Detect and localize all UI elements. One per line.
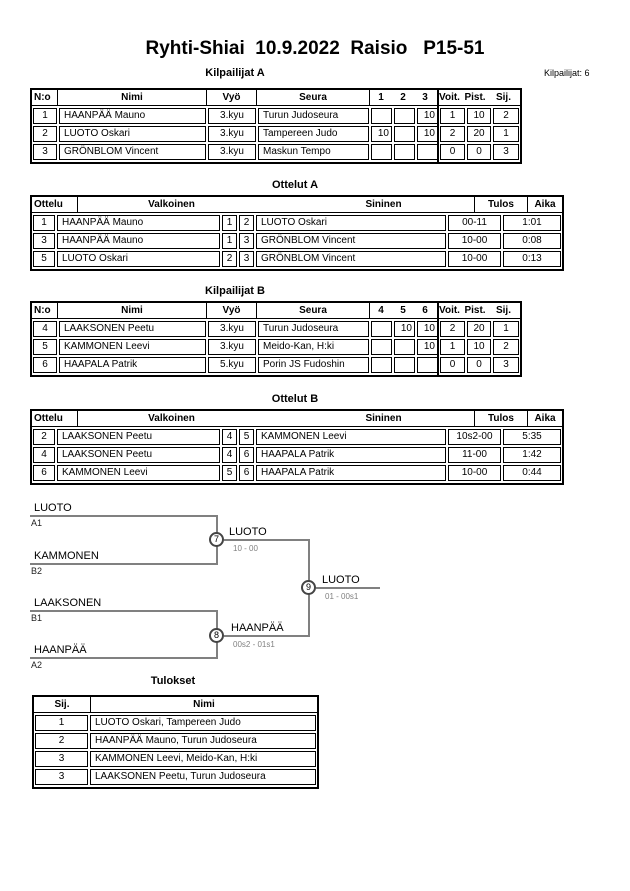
white-number: 1 — [222, 215, 237, 231]
result-name-cell: LUOTO Oskari, Tampereen Judo — [90, 715, 316, 731]
white-competitor: KAMMONEN Leevi — [57, 465, 220, 481]
section-heading-results: Tulokset — [150, 675, 196, 687]
points-cell: 0 — [467, 357, 491, 373]
matches-a-header-row — [32, 197, 562, 213]
place-cell: 3 — [493, 144, 519, 160]
col-header-match-3: 3 — [422, 92, 428, 103]
blue-competitor: KAMMONEN Leevi — [256, 429, 446, 445]
table-row — [33, 233, 561, 249]
col-header-wins: Voit. — [439, 305, 460, 316]
col-header-match-5: 5 — [400, 305, 406, 316]
col-header-name: Nimi — [58, 303, 207, 318]
bracket-score: 01 - 00s1 — [325, 592, 359, 601]
competitor-number: 6 — [33, 357, 57, 373]
col-header-match-no: Ottelu — [32, 411, 78, 426]
wins-cell: 1 — [440, 108, 465, 124]
col-header-no: N:o — [32, 303, 58, 318]
col-header-name: Nimi — [193, 699, 215, 710]
result-cell: 10-00 — [448, 233, 501, 249]
white-competitor: LAAKSONEN Peetu — [57, 447, 220, 463]
col-header-match-2: 2 — [400, 92, 406, 103]
result-name-cell: HAANPÄÄ Mauno, Turun Judoseura — [90, 733, 316, 749]
bracket-line — [30, 657, 218, 659]
col-header-points: Pist. — [464, 92, 486, 103]
bracket-competitor-name: HAANPÄÄ — [34, 644, 87, 656]
competitor-club: Tampereen Judo — [258, 126, 369, 142]
table-row — [33, 251, 561, 267]
col-header-belt: Vyö — [207, 303, 257, 318]
table-row — [35, 751, 316, 767]
table-row — [33, 144, 519, 160]
pool-a-table — [30, 88, 522, 164]
match-number-circle: 7 — [209, 532, 224, 547]
page-title: Ryhti-Shiai 10.9.2022 Raisio P15-51 — [145, 38, 485, 59]
match-number: 4 — [33, 447, 55, 463]
competitors-count: Kilpailijat: 6 — [544, 68, 590, 78]
match-number: 5 — [33, 251, 55, 267]
place-cell: 2 — [493, 339, 519, 355]
place-cell: 3 — [493, 357, 519, 373]
table-row — [33, 357, 519, 373]
points-cell: 10 — [467, 339, 491, 355]
white-number: 5 — [222, 465, 237, 481]
result-cell: 10-00 — [448, 465, 501, 481]
col-header-time: Aika — [534, 199, 556, 210]
table-row — [33, 465, 561, 481]
competitor-name: KAMMONEN Leevi — [59, 339, 206, 355]
white-competitor: HAANPÄÄ Mauno — [57, 215, 220, 231]
pool-b-table — [30, 301, 522, 377]
result-cell: 00-11 — [448, 215, 501, 231]
white-competitor: HAANPÄÄ Mauno — [57, 233, 220, 249]
col-header-place: Sij. — [495, 92, 511, 103]
time-cell: 0:44 — [503, 465, 561, 481]
table-row — [35, 769, 316, 785]
bracket-winner-name: HAANPÄÄ — [231, 622, 284, 634]
match-score-cell — [371, 339, 392, 355]
bracket-competitor-name: LAAKSONEN — [34, 597, 102, 609]
place-cell: 2 — [35, 733, 88, 749]
white-competitor: LUOTO Oskari — [57, 251, 220, 267]
col-header-blue: Sininen — [293, 197, 475, 212]
time-cell: 0:13 — [503, 251, 561, 267]
col-header-name: Nimi — [58, 90, 207, 105]
match-number: 3 — [33, 233, 55, 249]
group-divider — [437, 303, 439, 375]
time-cell: 0:08 — [503, 233, 561, 249]
match-score-cell — [394, 144, 415, 160]
wins-cell: 2 — [440, 321, 465, 337]
bracket-seed-label: A2 — [31, 660, 43, 670]
table-row — [33, 339, 519, 355]
competitor-club: Turun Judoseura — [258, 321, 369, 337]
result-cell: 11-00 — [448, 447, 501, 463]
match-number: 2 — [33, 429, 55, 445]
blue-number: 5 — [239, 429, 254, 445]
match-score-cell: 10 — [394, 321, 415, 337]
place-cell: 2 — [493, 108, 519, 124]
points-cell: 0 — [467, 144, 491, 160]
wins-cell: 0 — [440, 144, 465, 160]
blue-number: 6 — [239, 447, 254, 463]
col-header-match-no: Ottelu — [32, 197, 78, 212]
wins-cell: 0 — [440, 357, 465, 373]
blue-competitor: LUOTO Oskari — [256, 215, 446, 231]
competitor-belt: 3.kyu — [208, 339, 256, 355]
time-cell: 1:42 — [503, 447, 561, 463]
match-score-cell — [394, 126, 415, 142]
bracket-competitor-name: KAMMONEN — [34, 550, 99, 562]
col-header-belt: Vyö — [207, 90, 257, 105]
matches-a-table — [30, 195, 564, 271]
bracket-line — [30, 515, 218, 517]
table-row — [33, 215, 561, 231]
competitor-name: GRÖNBLOM Vincent — [59, 144, 206, 160]
result-name-cell: KAMMONEN Leevi, Meido-Kan, H:ki — [90, 751, 316, 767]
bracket-score: 00s2 - 01s1 — [233, 640, 275, 649]
bracket-line — [316, 587, 380, 589]
col-header-time: Aika — [534, 413, 556, 424]
bracket-seed-label: A1 — [31, 518, 43, 528]
competitor-club: Meido-Kan, H:ki — [258, 339, 369, 355]
col-header-blue: Sininen — [293, 411, 475, 426]
competitor-number: 2 — [33, 126, 57, 142]
bracket-competitor-name: LUOTO — [34, 502, 72, 514]
blue-number: 3 — [239, 233, 254, 249]
bracket-score: 10 - 00 — [233, 544, 258, 553]
blue-number: 2 — [239, 215, 254, 231]
bracket-seed-label: B2 — [31, 566, 43, 576]
blue-competitor: GRÖNBLOM Vincent — [256, 233, 446, 249]
match-score-cell — [417, 357, 438, 373]
match-score-cell: 10 — [417, 321, 438, 337]
col-header-match-1: 1 — [378, 92, 384, 103]
competitor-name: LUOTO Oskari — [59, 126, 206, 142]
result-cell: 10-00 — [448, 251, 501, 267]
match-score-cell — [371, 108, 392, 124]
col-header-white: Valkoinen — [148, 413, 195, 424]
place-cell: 3 — [35, 769, 88, 785]
competitor-number: 4 — [33, 321, 57, 337]
col-header-wins: Voit. — [439, 92, 460, 103]
table-row — [33, 321, 519, 337]
blue-competitor: HAAPALA Patrik — [256, 447, 446, 463]
match-number: 1 — [33, 215, 55, 231]
col-header-points: Pist. — [464, 305, 486, 316]
match-score-cell: 10 — [417, 108, 438, 124]
points-cell: 20 — [467, 321, 491, 337]
competitor-name: LAAKSONEN Peetu — [59, 321, 206, 337]
col-header-white: Valkoinen — [148, 199, 195, 210]
result-cell: 10s2-00 — [448, 429, 501, 445]
col-header-club: Seura — [257, 90, 370, 105]
white-competitor: LAAKSONEN Peetu — [57, 429, 220, 445]
bracket-seed-label: B1 — [31, 613, 43, 623]
place-cell: 1 — [35, 715, 88, 731]
bracket-line — [224, 539, 310, 541]
competitor-belt: 5.kyu — [208, 357, 256, 373]
competitor-name: HAANPÄÄ Mauno — [59, 108, 206, 124]
blue-number: 6 — [239, 465, 254, 481]
place-cell: 1 — [493, 126, 519, 142]
match-score-cell — [394, 108, 415, 124]
pool-b-header-row — [32, 303, 520, 319]
bracket-line — [30, 610, 218, 612]
table-row — [33, 108, 519, 124]
match-score-cell — [417, 144, 438, 160]
competitor-club: Porin JS Fudoshin — [258, 357, 369, 373]
table-row — [33, 447, 561, 463]
white-number: 4 — [222, 447, 237, 463]
section-heading-pool-b: Kilpailijat B — [205, 285, 265, 297]
group-divider — [437, 90, 439, 162]
match-number-circle: 9 — [301, 580, 316, 595]
bracket-line — [30, 563, 218, 565]
blue-competitor: GRÖNBLOM Vincent — [256, 251, 446, 267]
match-score-cell: 10 — [417, 339, 438, 355]
col-header-club: Seura — [257, 303, 370, 318]
points-cell: 10 — [467, 108, 491, 124]
table-row — [33, 429, 561, 445]
competitor-belt: 3.kyu — [208, 108, 256, 124]
competitor-name: HAAPALA Patrik — [59, 357, 206, 373]
competitor-belt: 3.kyu — [208, 321, 256, 337]
competitor-club: Turun Judoseura — [258, 108, 369, 124]
match-score-cell — [371, 144, 392, 160]
col-header-result: Tulos — [475, 411, 528, 426]
blue-number: 3 — [239, 251, 254, 267]
section-heading-matches-b: Ottelut B — [271, 393, 319, 405]
match-number-circle: 8 — [209, 628, 224, 643]
col-header-place: Sij. — [34, 697, 91, 712]
competitor-belt: 3.kyu — [208, 126, 256, 142]
matches-b-table — [30, 409, 564, 485]
place-cell: 3 — [35, 751, 88, 767]
competitor-number: 5 — [33, 339, 57, 355]
wins-cell: 2 — [440, 126, 465, 142]
col-header-result: Tulos — [475, 197, 528, 212]
competitor-belt: 3.kyu — [208, 144, 256, 160]
match-score-cell — [394, 357, 415, 373]
matches-b-header-row — [32, 411, 562, 427]
section-heading-matches-a: Ottelut A — [271, 179, 319, 191]
pool-a-header-row — [32, 90, 520, 106]
bracket-winner-name: LUOTO — [322, 574, 360, 586]
competitor-club: Maskun Tempo — [258, 144, 369, 160]
results-header-row — [34, 697, 317, 713]
table-row — [33, 126, 519, 142]
bracket-line — [224, 635, 310, 637]
table-row — [35, 715, 316, 731]
results-table — [32, 695, 319, 789]
competitor-number: 3 — [33, 144, 57, 160]
blue-competitor: HAAPALA Patrik — [256, 465, 446, 481]
white-number: 1 — [222, 233, 237, 249]
col-header-no: N:o — [32, 90, 58, 105]
white-number: 4 — [222, 429, 237, 445]
col-header-match-6: 6 — [422, 305, 428, 316]
match-number: 6 — [33, 465, 55, 481]
points-cell: 20 — [467, 126, 491, 142]
time-cell: 1:01 — [503, 215, 561, 231]
match-score-cell — [371, 357, 392, 373]
white-number: 2 — [222, 251, 237, 267]
result-name-cell: LAAKSONEN Peetu, Turun Judoseura — [90, 769, 316, 785]
col-header-place: Sij. — [495, 305, 511, 316]
match-score-cell — [394, 339, 415, 355]
match-score-cell — [371, 321, 392, 337]
time-cell: 5:35 — [503, 429, 561, 445]
table-row — [35, 733, 316, 749]
place-cell: 1 — [493, 321, 519, 337]
match-score-cell: 10 — [417, 126, 438, 142]
bracket-winner-name: LUOTO — [229, 526, 267, 538]
wins-cell: 1 — [440, 339, 465, 355]
match-score-cell: 10 — [371, 126, 392, 142]
competitor-number: 1 — [33, 108, 57, 124]
header-spacer — [265, 197, 293, 212]
col-header-match-4: 4 — [378, 305, 384, 316]
header-spacer — [265, 411, 293, 426]
section-heading-pool-a: Kilpailijat A — [205, 67, 265, 79]
